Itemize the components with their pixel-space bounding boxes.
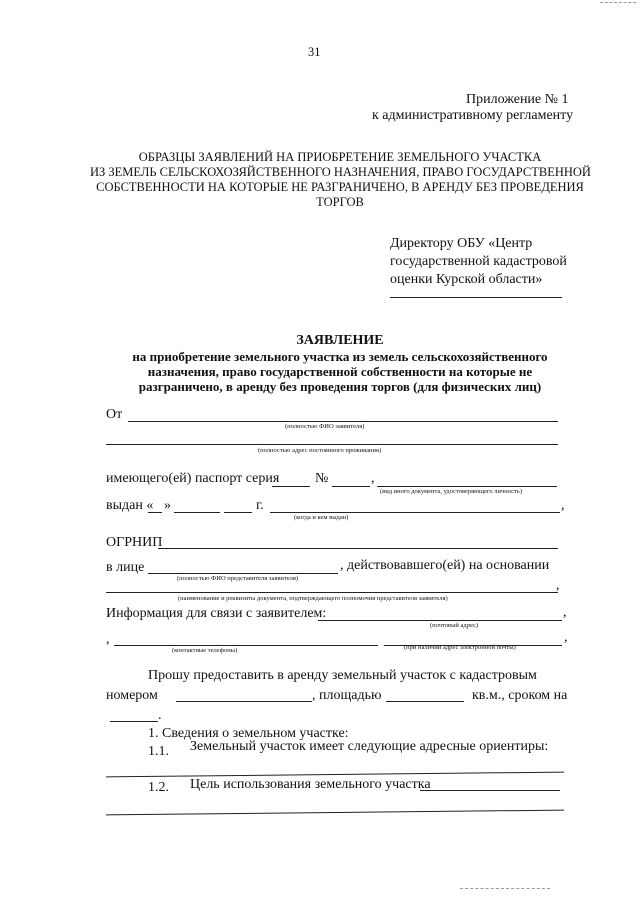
other-document-field[interactable] — [377, 486, 557, 487]
authority-comma: , — [556, 578, 560, 593]
addressee-line-1: Директору ОБУ «Центр — [390, 236, 533, 251]
representative-label: в лице — [106, 560, 145, 575]
section-1-1-number: 1.1. — [148, 744, 169, 759]
applicant-name-field[interactable] — [128, 421, 558, 422]
scan-mark-top — [600, 2, 636, 3]
representative-name-caption: (полностью ФИО представителя заявителя) — [177, 575, 299, 582]
phones-field[interactable] — [114, 645, 378, 646]
passport-series-field[interactable] — [272, 486, 310, 487]
scan-mark-bottom — [460, 888, 550, 889]
issued-month-field[interactable] — [174, 512, 220, 513]
header-title-line-1: ОБРАЗЦЫ ЗАЯВЛЕНИЙ НА ПРИОБРЕТЕНИЕ ЗЕМЕЛЬНОГО УЧАСТКА — [138, 150, 542, 164]
usage-purpose-field[interactable] — [420, 790, 560, 791]
section-1-1-text: Земельный участок имеет следующие адресные ориентиры: — [190, 739, 549, 754]
representative-basis-label: , действовавшего(ей) на основании — [340, 558, 550, 573]
statement-subtitle-line-1: на приобретение земельного участка из земель сельскохозяйственного — [132, 349, 548, 364]
header-title-line-2: ИЗ ЗЕМЕЛЬ СЕЛЬСКОХОЗЯЙСТВЕННОГО НАЗНАЧЕНИЯ, ПРАВО ГОСУДАРСТВЕННОЙ — [90, 165, 591, 179]
issued-day-field[interactable] — [148, 512, 162, 513]
phones-comma: , — [106, 632, 110, 647]
contact-comma: , — [563, 605, 567, 620]
applicant-address-caption: (полностью адрес постоянного проживания) — [258, 447, 382, 454]
statement-subtitle-line-2: назначения, право государственной собственности на которые не — [147, 364, 533, 379]
ogrnip-field[interactable] — [158, 548, 558, 549]
section-1-2-text: Цель использования земельного участка — [190, 777, 431, 792]
issued-comma: , — [561, 498, 565, 513]
issued-label: выдан « — [106, 498, 154, 513]
postal-address-caption: (почтовый адрес) — [430, 622, 479, 629]
from-label: От — [106, 407, 123, 422]
addressee-line-2: государственной кадастровой — [390, 254, 567, 269]
appendix-number: Приложение № 1 — [466, 92, 569, 107]
issued-by-field[interactable] — [270, 512, 560, 513]
applicant-address-field[interactable] — [106, 444, 558, 445]
term-field[interactable] — [110, 721, 158, 722]
issued-quote: » — [164, 498, 171, 513]
cadastral-number-label: номером — [106, 688, 158, 703]
addressee-line-3: оценки Курской области» — [390, 272, 543, 287]
passport-number-sign: № — [315, 471, 329, 486]
passport-number-field[interactable] — [332, 486, 370, 487]
addressee-signature-line — [390, 297, 562, 298]
issued-year-label: г. — [256, 498, 264, 513]
term-label: кв.м., сроком на — [472, 688, 568, 703]
section-1-2-number: 1.2. — [148, 780, 169, 795]
email-caption: (при наличии адрес электронной почты) — [404, 644, 516, 651]
passport-label: имеющего(ей) паспорт серия — [106, 471, 280, 486]
ogrnip-label: ОГРНИП — [106, 535, 163, 550]
contact-info-label: Информация для связи с заявителем: — [106, 606, 327, 621]
passport-comma: , — [371, 471, 375, 486]
authority-document-caption: (наименование и реквизиты документа, подтверждающего полномочия представителя заявителя) — [178, 595, 448, 602]
appendix-reference: к административному регламенту — [372, 108, 574, 123]
cadastral-number-field[interactable] — [176, 701, 312, 702]
authority-document-field[interactable] — [106, 592, 558, 593]
phones-caption: (контактные телефоны) — [172, 647, 238, 654]
applicant-name-caption: (полностью ФИО заявителя) — [285, 423, 365, 430]
area-label: , площадью — [312, 688, 382, 703]
issued-by-caption: (когда и кем выдан) — [294, 514, 349, 521]
usage-purpose-continuation-field[interactable] — [106, 810, 564, 816]
area-field[interactable] — [386, 701, 464, 702]
page-number: 31 — [308, 45, 321, 59]
statement-title: ЗАЯВЛЕНИЕ — [296, 333, 384, 348]
other-document-caption: (вид иного документа, удостоверяющего личность) — [380, 488, 523, 495]
issued-year-field[interactable] — [224, 512, 252, 513]
section-1-title: 1. Сведения о земельном участке: — [148, 726, 349, 741]
request-text: Прошу предоставить в аренду земельный участок с кадастровым — [148, 668, 537, 683]
header-title-line-4: ТОРГОВ — [316, 195, 364, 209]
header-title-line-3: СОБСТВЕННОСТИ НА КОТОРЫЕ НЕ РАЗГРАНИЧЕНО, В АРЕНДУ БЕЗ ПРОВЕДЕНИЯ — [96, 180, 584, 194]
representative-name-field[interactable] — [148, 573, 338, 574]
phones-end-comma: , — [564, 630, 568, 645]
statement-subtitle-line-3: разграничено, в аренду без проведения торгов (для физических лиц) — [138, 379, 542, 394]
term-dot: . — [158, 708, 162, 723]
postal-address-field[interactable] — [318, 620, 562, 621]
